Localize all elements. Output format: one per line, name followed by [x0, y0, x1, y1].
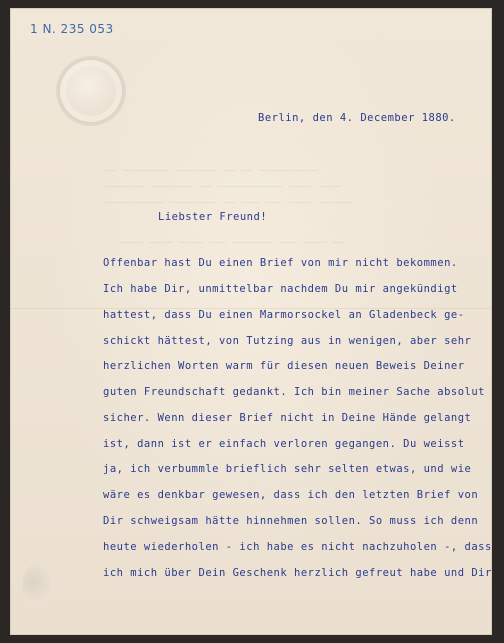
body-line: ich mich über Dein Geschenk herzlich gefreut habe und Dir [103, 567, 492, 579]
body-line: ist, dann ist er einfach verloren gegangen. Du weisst [103, 438, 465, 450]
body-line: heute wiederholen - ich habe es nicht nachzuholen -, dass [103, 541, 492, 553]
show-through-line: ———— ———— ———— ——— ——————— ——— ———— —— [120, 238, 345, 248]
body-line: guten Freundschaft gedankt. Ich bin meiner Sache absolut [103, 386, 486, 398]
show-through-line: —————————— ———————— —— ——— ——— ———— —————— [105, 198, 354, 208]
letter-page [10, 8, 492, 635]
show-through-line: ——————— ——————— —— ——————————— ———— ———— [105, 182, 342, 192]
body-line: schickt hättest, von Tutzing aus in wenigen, aber sehr [103, 335, 472, 347]
body-line: Ich habe Dir, unmittelbar nachdem Du mir angekündigt [103, 283, 458, 295]
body-line: Offenbar hast Du einen Brief von mir nicht bekommen. [103, 257, 458, 269]
body-line: hattest, dass Du einen Marmorsockel an Gladenbeck ge- [103, 309, 465, 321]
body-line: herzlichen Worten warm für diesen neuen Beweis Deiner [103, 360, 465, 372]
faint-stamp [22, 564, 50, 608]
date-line: Berlin, den 4. December 1880. [258, 112, 456, 124]
body-line: Dir schweigsam hätte hinnehmen sollen. So muss ich denn [103, 515, 479, 527]
show-through-line: —— ———————— ——————— —— —— —————————— [105, 166, 319, 176]
body-line: wäre es denkbar gewesen, dass ich den letzten Brief von [103, 489, 479, 501]
embossed-seal [58, 58, 124, 124]
archive-number: 1 N. 235 053 [30, 22, 114, 36]
body-line: ja, ich verbummle brieflich sehr selten etwas, und wie [103, 463, 472, 475]
body-line: sicher. Wenn dieser Brief nicht in Deine Hände gelangt [103, 412, 472, 424]
salutation: Liebster Freund! [158, 211, 268, 223]
